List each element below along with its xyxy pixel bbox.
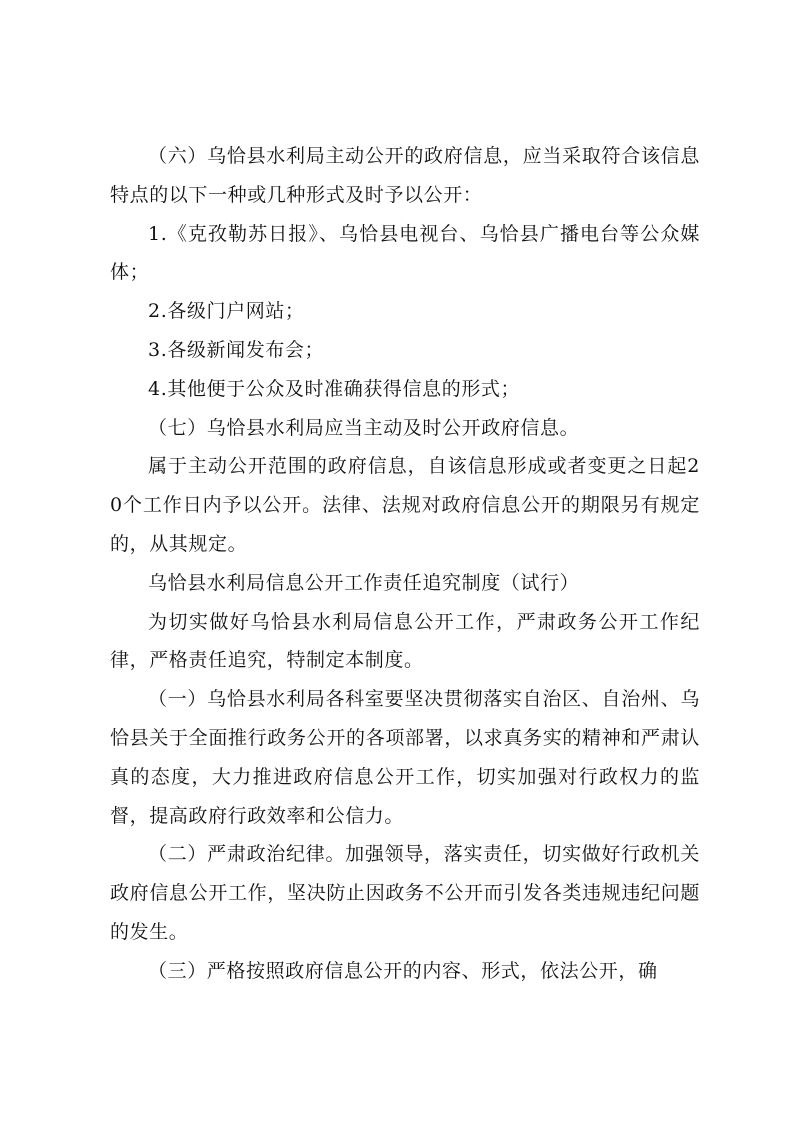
paragraph-portal-item: 2.各级门户网站； bbox=[148, 300, 305, 323]
document-body bbox=[110, 137, 700, 991]
paragraph-purpose: 为切实做好乌恰县水利局信息公开工作，严肃政务公开工作纪律，严格责任追究，特制定本制度。 bbox=[110, 610, 700, 672]
paragraph-press-conference-item: 3.各级新闻发布会； bbox=[148, 338, 325, 361]
paragraph-political-discipline: （二）严肃政治纪律。加强领导，落实责任，切实做好行政机关政府信息公开工作，坚决防止因政务不公开而引发各类违规违纪问题的发生。 bbox=[110, 843, 700, 943]
section-title-accountability-system: 乌恰县水利局信息公开工作责任追究制度（试行） bbox=[148, 571, 580, 594]
paragraph-other-forms-item: 4.其他便于公众及时准确获得信息的形式； bbox=[148, 377, 521, 400]
paragraph-media-item: 1.《克孜勒苏日报》、乌恰县电视台、乌恰县广播电台等公众媒体； bbox=[110, 222, 700, 284]
paragraph-timely-disclosure: （七）乌恰县水利局应当主动及时公开政府信息。 bbox=[148, 416, 580, 439]
paragraph-disclosure-deadline: 属于主动公开范围的政府信息，自该信息形成或者变更之日起20个工作日内予以公开。法律、法规对政府信息公开的期限另有规定的，从其规定。 bbox=[110, 455, 700, 555]
paragraph-implementation: （一）乌恰县水利局各科室要坚决贯彻落实自治区、自治州、乌恰县关于全面推行政务公开的各项部署，以求真务实的精神和严肃认真的态度，大力推进政府信息公开工作，切实加强对行政权力的监督，提高政府行政效率和公信力。 bbox=[110, 688, 700, 827]
paragraph-publication-forms: （六）乌恰县水利局主动公开的政府信息，应当采取符合该信息特点的以下一种或几种形式及时予以公开： bbox=[110, 145, 700, 206]
paragraph-lawful-disclosure: （三）严格按照政府信息公开的内容、形式，依法公开，确 bbox=[148, 959, 658, 982]
